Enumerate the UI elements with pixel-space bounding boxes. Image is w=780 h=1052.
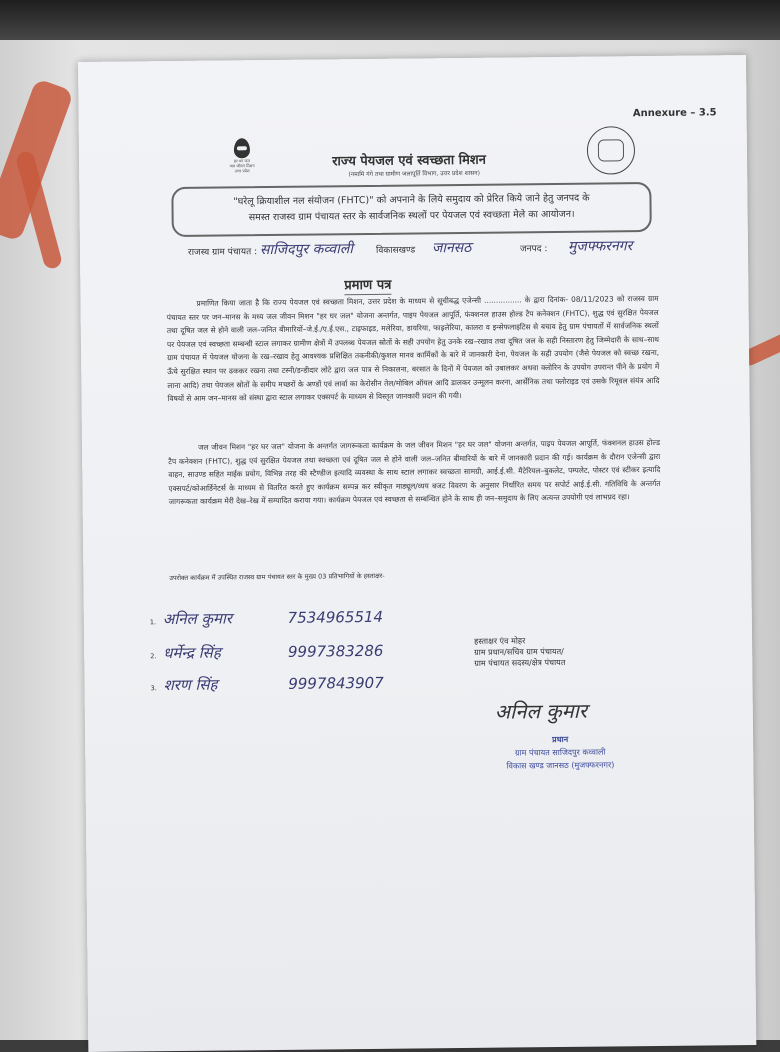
- event-line-1: "घरेलू क्रियाशील नल संयोजन (FHTC)" को अपनाने के लिये समुदाय को प्रेरित किये जाने हेतु जनपद के: [233, 192, 590, 208]
- participants-intro: उपरोक्त कार्यक्रम में उपस्थित राजस्व ग्राम पंचायत स्तर के मुख्य 03 प्रतिभागियों के हस्ताक्षर-: [169, 571, 385, 583]
- participant-row: [150, 641, 383, 663]
- signatory-line-1: हस्ताक्षर एंव मोहर: [474, 636, 526, 646]
- mission-title: राज्य पेयजल एवं स्वच्छता मिशन: [332, 152, 486, 170]
- participant-name: शरण सिंह: [163, 675, 218, 695]
- pradhan-signature: अनिल कुमार: [494, 698, 588, 724]
- water-drop-icon: [234, 138, 250, 158]
- block-label: विकासखण्ड: [375, 245, 416, 256]
- certificate-heading: प्रमाण पत्र: [344, 275, 391, 295]
- stamp-line-2: ग्राम पंचायत साजिदपुर कव्वाली: [514, 747, 606, 758]
- participant-number: 3.: [150, 684, 157, 693]
- certificate-page: [78, 55, 756, 1052]
- mission-subtitle: (नमामि गंगे तथा ग्रामीण जलापूर्ति विभाग, उत्तर प्रदेश शासन): [348, 169, 480, 179]
- signatory-block: [474, 635, 565, 669]
- signatory-line-3: ग्राम पंचायत सदस्य/क्षेत्र पंचायत: [474, 657, 566, 668]
- district-value: मुजफ्फरनगर: [567, 238, 633, 255]
- stamp-line-1: प्रधान: [552, 734, 569, 745]
- logo-caption: हर घर जल जल जीवन मिशन उत्तर प्रदेश: [229, 158, 255, 174]
- event-description-box: [171, 182, 651, 237]
- certificate-paragraph-1: प्रमाणित किया जाता है कि राज्य पेयजल एवं स्वच्छता मिशन, उत्तर प्रदेश के माध्यम से सूचीबद्ध एजेन्सी ................ के द्वारा दिनांक- 08/11/2023 को राजस्व ग्राम पंचायत स्तर पर जन–मानस के मध्य जल जीवन मिशन "हर घर जल" योजना अन्तर्गत, पाइप पेयजल आपूर्ति, फंक्शनल हाउस होल्ड टैप कनेक्शन (FHTC), शुद्ध एवं सुरक्षित पेयजल तथा दूषित जल से होने वाली जल–जनित बीमारियों–जे.ई./ए.ई.एस., टाइफाइड, मलेरिया, डायरिया, फाइलेरिया, कालरा व इन्सेफलाइटिस से बचाव हेतु ग्राम पंचायतों में सार्वजनिक स्थलों पर पेयजल एवं स्वच्छता सम्बन्धी स्टाल लगाकर ग्रामीण क्षेत्रों में उपलब्ध पेयजल स्रोतों के सही उपयोग हेतु उनके रख–रखाव तथा दूषित जल के सही निस्तारण हेतु जिम्मेदारी के साथ–साथ ग्राम पंचायत में पेयजल योजना के रख–रखाव हेतु आवश्यक प्रशिक्षित तकनीकी/कुशल मानव कार्मिकों के बारे में जानकारी देना, पेयजल के सही उपयोग (जैसे पेयजल को स्वच्छ रखना, ऊँचे सुरक्षित स्थान पर ढककर रखना तथा टस्नी/डन्डीदार लोटे द्वारा जल पात्र से निकालना, बरसात के दिनों में पेयजल को उबालकर अथवा क्लोरिन के उपयोग उपरान्त पीने के प्रयोग में लाना आदि) तथा पेयजल स्रोतों के समीप मच्छरों के अण्डों एवं लार्वा का केरोसीन तेल/मोबिल ऑयल आदि डालकर उन्मूलन करना, आर्सेनिक तथा फ्लोराइड एवं उसके रिमूवल संयंत्र आदि विषयों से आम जन–मानस को संस्था द्वारा स्टाल लगाकर एक्सपर्ट के माध्यम से विस्तृत जानकारी प्रदान की गयी।: [166, 293, 660, 404]
- jal-jeevan-logo: [217, 138, 267, 174]
- gram-panchayat-value: साजिदपुर कव्वाली: [259, 241, 354, 259]
- participant-name: धर्मेन्द्र सिंह: [163, 643, 221, 663]
- block-value: जानसठ: [431, 239, 472, 257]
- event-line-2: समस्त राजस्व ग्राम पंचायत स्तर के सार्वजनिक स्थलों पर पेयजल एवं स्वच्छता मेले का आयोजन।: [248, 208, 575, 224]
- pradhan-stamp: [485, 732, 635, 773]
- gram-panchayat-label: राजस्व ग्राम पंचायत :: [187, 247, 258, 258]
- district-label: जनपद :: [519, 244, 548, 255]
- participant-phone: 9997843907: [288, 673, 384, 693]
- participant-row: [150, 673, 383, 695]
- signatory-line-2: ग्राम प्रधान/सचिव ग्राम पंचायत/: [474, 646, 564, 657]
- participant-row: [150, 607, 383, 629]
- participant-number: 1.: [149, 618, 157, 627]
- stamp-line-3: विकास खण्ड जानसठ (मुजफ्फरनगर): [506, 760, 615, 771]
- up-state-emblem-icon: [587, 126, 636, 175]
- participant-phone: 7534965514: [287, 607, 384, 627]
- certificate-paragraph-2: जल जीवन मिशन "हर घर जल" योजना के अन्तर्गत जागरूकता कार्यक्रम के जल जीवन मिशन "हर घर जल" योजना अन्तर्गत, पाइप पेयजल आपूर्ति, फंक्शनल हाउस होल्ड टैप कनेक्शन (FHTC), शुद्ध एवं सुरक्षित पेयजल तथा स्वच्छता एवं दूषित जल से होने वाली जल–जनित बीमारियों के बारे में जानकारी प्रदान की गई। कार्यक्रम के दौरान एजेन्सी द्वारा वाहन, साउण्ड सहित माईक प्रयोग, विभिन्न तरह की स्टैण्डीज इत्यादि व्यवस्था के साथ स्टाल लगाकर स्वच्छता सामग्री, आई.ई.सी. मैटेरियल–बुकलेट, पम्पलेट, पोस्टर एवं स्टीकर इत्यादि एक्सपर्ट/कोआर्डिनेटर्स के माध्यम से वितरित करते हुए कार्यक्रम सम्पन्न कर स्वीकृत माड्यूल/व्यय बजट विवरण के अनुसार निर्धारित समय पर सपोर्ट आई.ई.सी. गतिविधि के अन्तर्गत जागरूकता कार्यक्रम मेरी देख–रेख में सम्पादित कराया गया। कार्यक्रम पेयजल एवं स्वच्छता से सम्बन्धित होने के साथ ही जन–समुदाय के लिए अत्यन्त उपयोगी एवं लाभप्रद रहा।: [168, 437, 661, 507]
- participant-name: अनिल कुमार: [162, 609, 233, 629]
- annexure-label: Annexure – 3.5: [632, 107, 717, 120]
- participant-phone: 9997383286: [287, 641, 384, 661]
- participant-number: 2.: [150, 652, 157, 661]
